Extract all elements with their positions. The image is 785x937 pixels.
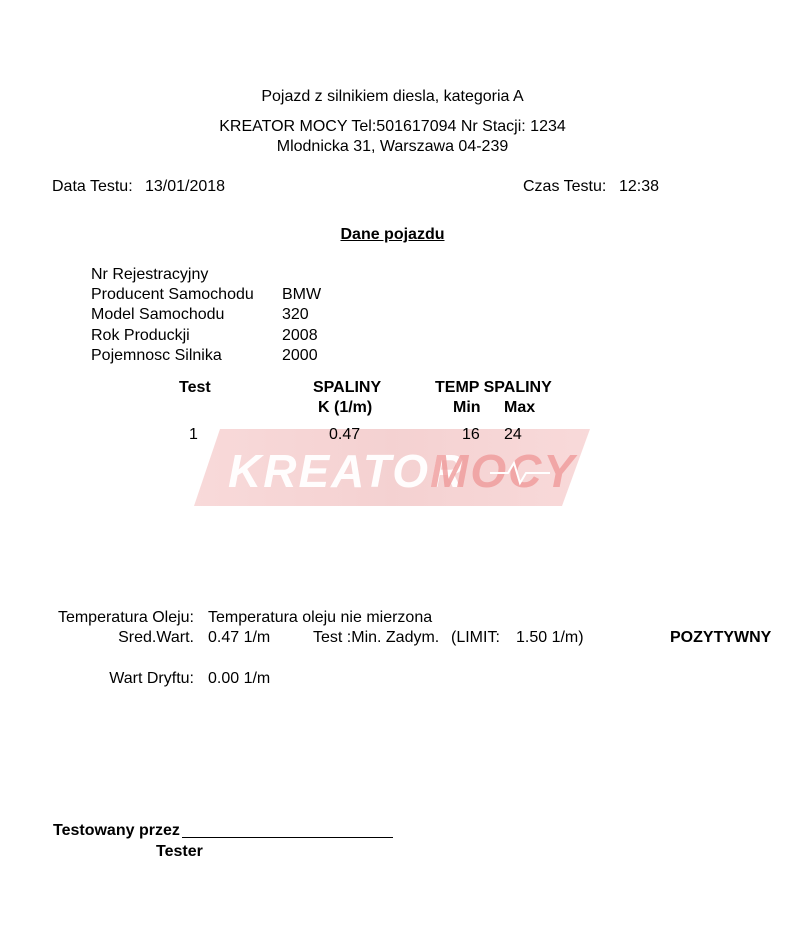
- registration-label: Nr Rejestracyjny: [91, 266, 209, 283]
- col-header-min: Min: [453, 399, 481, 416]
- signature-line: [182, 837, 393, 838]
- vehicle-class-title: Pojazd z silnikiem diesla, kategoria A: [261, 88, 524, 105]
- drift-value: 0.00 1/m: [208, 670, 271, 687]
- watermark-text-part2: MOCY: [430, 445, 576, 497]
- engine-capacity-value: 2000: [282, 347, 318, 364]
- production-year-value: 2008: [282, 327, 318, 344]
- col-header-test: Test: [179, 379, 211, 396]
- model-value: 320: [282, 306, 309, 323]
- limit-label: (LIMIT:: [451, 629, 500, 646]
- oil-temp-label: Temperatura Oleju:: [57, 609, 194, 626]
- test-date-label: Data Testu:: [52, 178, 133, 195]
- row-max-value: 24: [504, 426, 522, 443]
- test-date-value: 13/01/2018: [145, 178, 226, 195]
- watermark-text-part1: KREATOR: [228, 445, 466, 497]
- tested-by-label: Testowany przez: [53, 822, 180, 839]
- vehicle-section-title: Dane pojazdu: [340, 226, 445, 243]
- manufacturer-value: BMW: [282, 286, 322, 303]
- col-header-max: Max: [504, 399, 536, 416]
- tester-role: Tester: [156, 843, 203, 860]
- row-k-value: 0.47: [329, 426, 361, 443]
- drift-label: Wart Dryftu:: [109, 670, 194, 687]
- limit-value: 1.50 1/m): [516, 629, 584, 646]
- test-time-label: Czas Testu:: [523, 178, 607, 195]
- kreator-mocy-watermark-logo: [190, 425, 595, 510]
- test-type-label: Test :Min. Zadym.: [313, 629, 440, 646]
- avg-value: 0.47 1/m: [208, 629, 271, 646]
- col-header-temp-spaliny: TEMP SPALINY: [435, 379, 552, 396]
- test-time-value: 12:38: [619, 178, 660, 195]
- model-label: Model Samochodu: [91, 306, 225, 323]
- col-header-spaliny: SPALINY: [313, 379, 382, 396]
- engine-capacity-label: Pojemnosc Silnika: [91, 347, 222, 364]
- row-min-value: 16: [462, 426, 480, 443]
- station-line: KREATOR MOCY Tel:501617094 Nr Stacji: 1234: [219, 118, 566, 135]
- address-line: Mlodnicka 31, Warszawa 04-239: [276, 138, 509, 155]
- production-year-label: Rok Produckji: [91, 327, 190, 344]
- row-test-number: 1: [189, 426, 198, 443]
- test-result-status: POZYTYWNY: [670, 629, 772, 646]
- manufacturer-label: Producent Samochodu: [91, 286, 254, 303]
- oil-temp-value: Temperatura oleju nie mierzona: [208, 609, 433, 626]
- col-header-k-unit: K (1/m): [318, 399, 373, 416]
- avg-value-label: Sred.Wart.: [118, 629, 194, 646]
